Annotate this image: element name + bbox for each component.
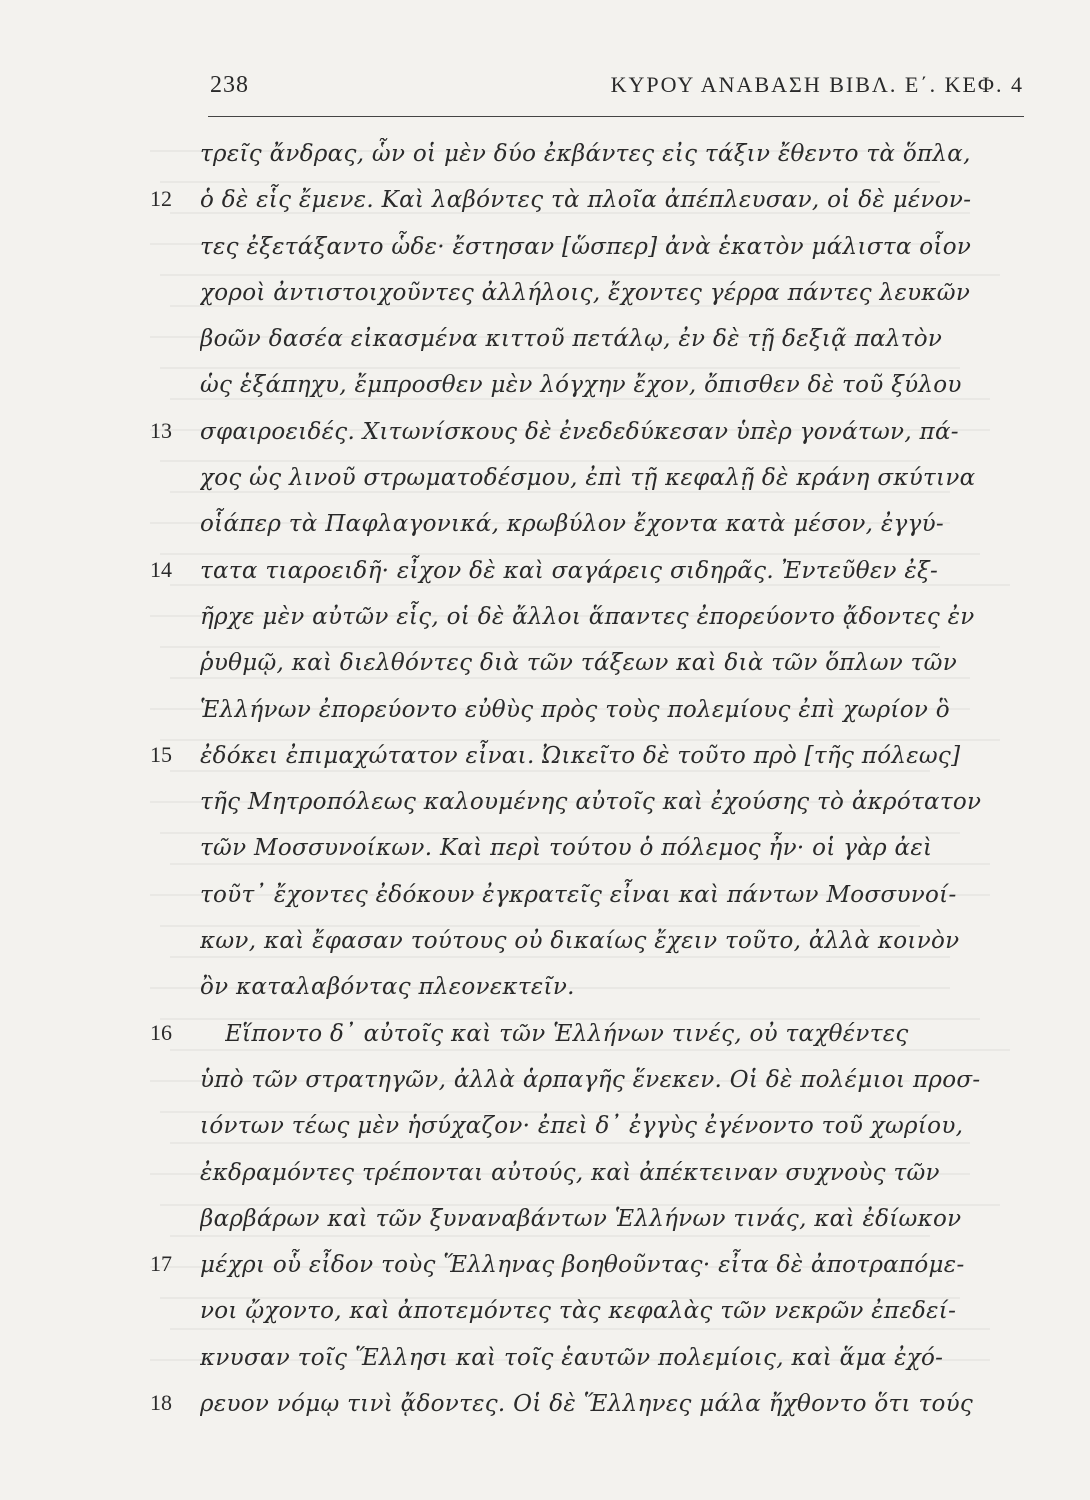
text-line [150,971,1030,1017]
line-text: ἐδόκει ἐπιμαχώτατον εἶναι. Ὠικεῖτο δὲ τοῦτο πρὸ [τῆς πόλεως] [200,742,961,769]
text-line [150,1342,1030,1388]
text-line [150,1203,1030,1249]
line-text: κων, καὶ ἔφασαν τούτους οὐ δικαίως ἔχειν τοῦτο, ἀλλὰ κοινὸν [200,928,960,955]
text-line [150,1064,1030,1110]
text-line [150,694,1030,740]
line-text: τοῦτ᾽ ἔχοντες ἐδόκουν ἐγκρατεῖς εἶναι καὶ πάντων Μοσσυνοί- [200,881,957,908]
line-text: τες ἐξετάξαντο ὧδε· ἔστησαν [ὥσπερ] ἀνὰ ἑκατὸν μάλιστα οἷον [200,233,972,260]
section-number: 15 [150,741,172,767]
text-line [150,740,1030,786]
text-line [150,138,1030,184]
text-line [150,1249,1030,1295]
page-header [210,72,1024,112]
line-text: μέχρι οὗ εἶδον τοὺς Ἕλληνας βοηθοῦντας· εἶτα δὲ ἀποτραπόμε- [200,1252,965,1279]
line-text: χος ὡς λινοῦ στρωματοδέσμου, ἐπὶ τῇ κεφαλῇ δὲ κράνη σκύτινα [200,465,976,492]
text-line [150,1157,1030,1203]
text-line [150,416,1030,462]
line-text: τῶν Μοσσυνοίκων. Καὶ περὶ τούτου ὁ πόλεμος ἦν· οἱ γὰρ ἀεὶ [200,835,933,862]
text-line [150,323,1030,369]
text-line [150,1018,1030,1064]
text-line [150,555,1030,601]
text-line [150,231,1030,277]
text-line [150,369,1030,415]
text-block [150,138,1030,1434]
line-text: βοῶν δασέα εἰκασμένα κιττοῦ πετάλῳ, ἐν δὲ τῇ δεξιᾷ παλτὸν [200,326,943,353]
text-line [150,786,1030,832]
line-text: οἷάπερ τὰ Παφλαγονικά, κρωβύλον ἔχοντα κατὰ μέσον, ἐγγύ- [200,511,944,538]
line-text: τρεῖς ἄνδρας, ὧν οἱ μὲν δύο ἐκβάντες εἰς τάξιν ἔθεντο τὰ ὅπλα, [200,141,971,167]
line-text: ὁ δὲ εἷς ἔμενε. Καὶ λαβόντες τὰ πλοῖα ἀπέπλευσαν, οἱ δὲ μένον- [200,187,972,214]
line-text: ρευον νόμῳ τινὶ ᾄδοντες. Οἱ δὲ Ἕλληνες μάλα ἤχθοντο ὅτι τούς [200,1391,974,1418]
line-text: κνυσαν τοῖς Ἕλλησι καὶ τοῖς ἑαυτῶν πολεμίοις, καὶ ἅμα ἐχό- [200,1344,944,1371]
section-number: 18 [150,1390,172,1416]
text-line [150,601,1030,647]
line-text: νοι ᾤχοντο, καὶ ἀποτεμόντες τὰς κεφαλὰς τῶν νεκρῶν ἐπεδεί- [200,1298,957,1325]
text-line [150,1110,1030,1156]
section-number: 12 [150,186,172,212]
text-line [150,1388,1030,1434]
text-line [150,462,1030,508]
section-number: 13 [150,417,172,443]
text-line [150,879,1030,925]
page-number: 238 [210,72,249,98]
text-line [150,1295,1030,1341]
line-text: Εἵποντο δ᾽ αὐτοῖς καὶ τῶν Ἑλλήνων τινές, οὐ ταχθέντες [225,1020,909,1047]
text-line [150,925,1030,971]
text-line [150,832,1030,878]
header-rule [208,116,1024,117]
line-text: ὡς ἑξάπηχυ, ἔμπροσθεν μὲν λόγχην ἔχον, ὄπισθεν δὲ τοῦ ξύλου [200,372,962,399]
line-text: ὂν καταλαβόντας πλεονεκτεῖν. [200,974,575,1001]
line-text: βαρβάρων καὶ τῶν ξυναναβάντων Ἑλλήνων τινάς, καὶ ἐδίωκον [200,1205,962,1232]
line-text: σφαιροειδές. Χιτωνίσκους δὲ ἐνεδεδύκεσαν ὑπὲρ γονάτων, πά- [200,418,959,445]
text-line [150,277,1030,323]
line-text: ὑπὸ τῶν στρατηγῶν, ἀλλὰ ἁρπαγῆς ἕνεκεν. Οἱ δὲ πολέμιοι προσ- [200,1066,981,1093]
section-number: 17 [150,1251,172,1277]
line-text: ιόντων τέως μὲν ἡσύχαζον· ἐπεὶ δ᾽ ἐγγὺς ἐγένοντο τοῦ χωρίου, [200,1113,964,1140]
line-text: Ἑλλήνων ἐπορεύοντο εὐθὺς πρὸς τοὺς πολεμίους ἐπὶ χωρίον ὃ [200,696,950,723]
text-line [150,647,1030,693]
line-text: τατα τιαροειδῆ· εἶχον δὲ καὶ σαγάρεις σιδηρᾶς. Ἐντεῦθεν ἐξ- [200,557,939,584]
line-text: τῆς Μητροπόλεως καλουμένης αὐτοῖς καὶ ἐχούσης τὸ ἀκρότατον [200,789,982,816]
running-head: ΚΥΡΟΥ ΑΝΑΒΑΣΗ ΒΙΒΛ. Ε΄. ΚΕΦ. 4 [610,72,1024,97]
text-line [150,184,1030,230]
line-text: χοροὶ ἀντιστοιχοῦντες ἀλλήλοις, ἔχοντες γέρρα πάντες λευκῶν [200,279,971,306]
line-text: ῆρχε μὲν αὐτῶν εἷς, οἱ δὲ ἄλλοι ἅπαντες ἐπορεύοντο ᾄδοντες ἐν [200,603,975,630]
text-line [150,508,1030,554]
section-number: 14 [150,556,172,582]
section-number: 16 [150,1019,172,1045]
line-text: ἐκδραμόντες τρέπονται αὐτούς, καὶ ἀπέκτειναν συχνοὺς τῶν [200,1159,940,1186]
line-text: ῥυθμῷ, καὶ διελθόντες διὰ τῶν τάξεων καὶ διὰ τῶν ὅπλων τῶν [200,650,958,677]
